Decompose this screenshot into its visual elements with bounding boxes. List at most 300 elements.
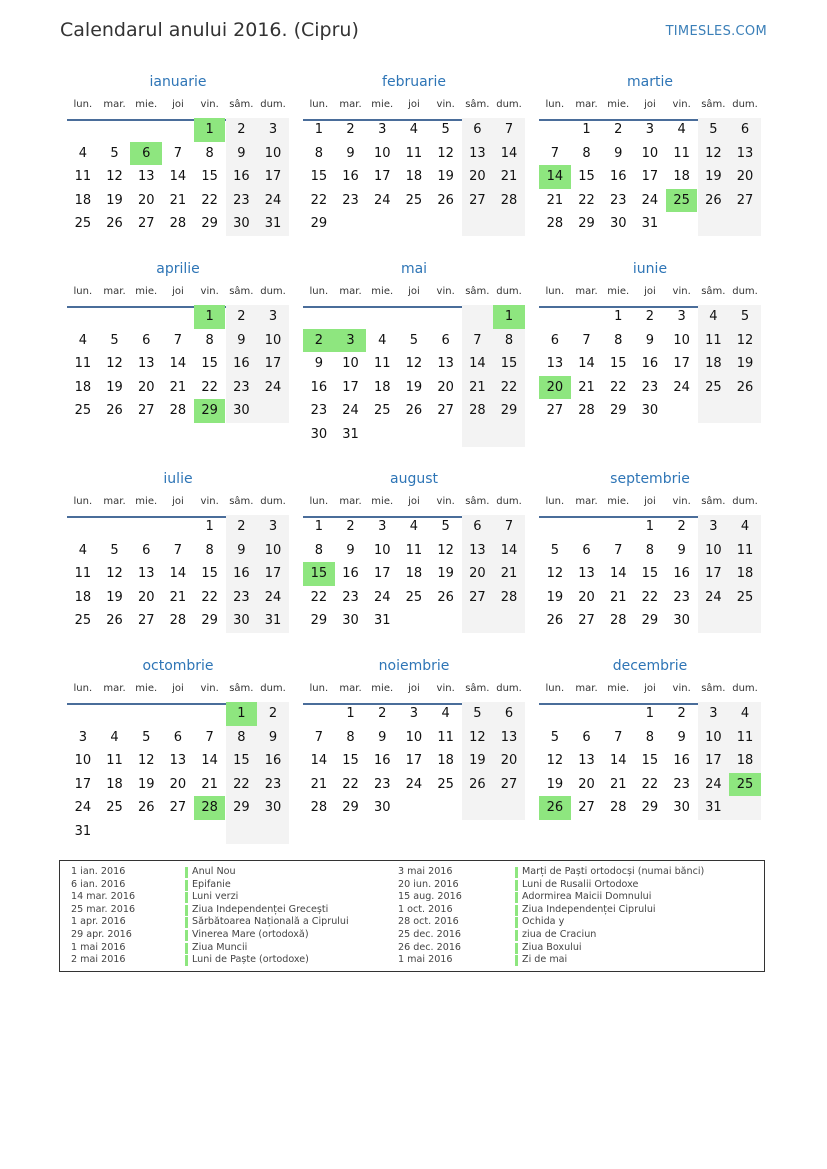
calendar-day[interactable]: 25 bbox=[74, 613, 92, 629]
calendar-day[interactable]: 7 bbox=[582, 332, 591, 348]
calendar-day[interactable]: 22 bbox=[201, 589, 218, 605]
calendar-day[interactable]: 2 bbox=[677, 519, 686, 534]
calendar-day[interactable]: 20 bbox=[137, 379, 155, 395]
calendar-day[interactable]: 21 bbox=[493, 562, 525, 586]
calendar-day[interactable]: 21 bbox=[169, 589, 187, 605]
calendar-day[interactable]: 3 bbox=[698, 702, 730, 726]
calendar-day[interactable]: 3 bbox=[409, 706, 419, 721]
holiday-day[interactable]: 1 bbox=[493, 305, 525, 329]
calendar-day[interactable]: 8 bbox=[205, 145, 214, 161]
calendar-day[interactable]: 4 bbox=[409, 519, 419, 534]
calendar-day[interactable]: 25 bbox=[74, 403, 92, 419]
calendar-day[interactable]: 4 bbox=[110, 729, 119, 745]
calendar-day[interactable]: 21 bbox=[310, 776, 328, 792]
calendar-day[interactable]: 10 bbox=[405, 729, 423, 745]
calendar-day[interactable]: 8 bbox=[645, 729, 655, 745]
calendar-day[interactable]: 26 bbox=[729, 376, 761, 400]
calendar-day[interactable]: 29 bbox=[641, 613, 659, 629]
holiday-day[interactable]: 28 bbox=[194, 796, 226, 820]
calendar-day[interactable]: 1 bbox=[314, 519, 323, 534]
calendar-day[interactable]: 18 bbox=[729, 562, 761, 586]
calendar-day[interactable]: 28 bbox=[493, 189, 525, 213]
calendar-day[interactable]: 11 bbox=[405, 542, 423, 558]
calendar-day[interactable]: 25 bbox=[698, 376, 730, 400]
calendar-day[interactable]: 5 bbox=[142, 729, 151, 745]
calendar-day[interactable]: 19 bbox=[437, 169, 454, 185]
holiday-day[interactable]: 15 bbox=[303, 562, 335, 586]
calendar-day[interactable]: 30 bbox=[226, 212, 258, 236]
calendar-day[interactable]: 28 bbox=[609, 800, 627, 816]
calendar-day[interactable]: 28 bbox=[493, 586, 525, 610]
calendar-day[interactable]: 3 bbox=[257, 515, 289, 539]
calendar-day[interactable]: 15 bbox=[641, 566, 659, 582]
calendar-day[interactable]: 24 bbox=[673, 379, 690, 395]
calendar-day[interactable]: 10 bbox=[373, 542, 391, 558]
calendar-day[interactable]: 31 bbox=[698, 796, 730, 820]
calendar-day[interactable]: 6 bbox=[462, 118, 494, 142]
calendar-day[interactable]: 24 bbox=[373, 192, 391, 208]
calendar-day[interactable]: 28 bbox=[169, 403, 187, 419]
calendar-day[interactable]: 12 bbox=[437, 145, 454, 161]
calendar-day[interactable]: 8 bbox=[226, 726, 258, 750]
calendar-day[interactable]: 7 bbox=[493, 515, 525, 539]
calendar-day[interactable]: 20 bbox=[729, 165, 761, 189]
calendar-day[interactable]: 27 bbox=[137, 613, 155, 629]
calendar-day[interactable]: 14 bbox=[609, 566, 627, 582]
calendar-day[interactable]: 8 bbox=[205, 542, 214, 558]
calendar-day[interactable]: 4 bbox=[378, 332, 387, 348]
calendar-day[interactable]: 3 bbox=[645, 122, 655, 137]
calendar-day[interactable]: 30 bbox=[641, 403, 659, 419]
calendar-day[interactable]: 9 bbox=[645, 332, 655, 348]
calendar-day[interactable]: 25 bbox=[74, 216, 92, 232]
calendar-day[interactable]: 13 bbox=[169, 753, 187, 769]
calendar-day[interactable]: 23 bbox=[673, 776, 690, 792]
calendar-day[interactable]: 18 bbox=[437, 753, 454, 769]
calendar-day[interactable]: 11 bbox=[729, 726, 761, 750]
calendar-day[interactable]: 22 bbox=[201, 192, 218, 208]
calendar-day[interactable]: 13 bbox=[437, 356, 454, 372]
calendar-day[interactable]: 17 bbox=[74, 776, 92, 792]
calendar-day[interactable]: 11 bbox=[698, 329, 730, 353]
calendar-day[interactable]: 23 bbox=[257, 773, 289, 797]
calendar-day[interactable]: 14 bbox=[310, 753, 328, 769]
calendar-day[interactable]: 6 bbox=[173, 729, 183, 745]
calendar-day[interactable]: 18 bbox=[74, 379, 92, 395]
calendar-day[interactable]: 6 bbox=[441, 332, 450, 348]
calendar-day[interactable]: 24 bbox=[698, 773, 730, 797]
calendar-day[interactable]: 21 bbox=[609, 776, 627, 792]
calendar-day[interactable]: 22 bbox=[310, 589, 328, 605]
holiday-day[interactable]: 20 bbox=[539, 376, 571, 400]
calendar-day[interactable]: 10 bbox=[641, 145, 659, 161]
calendar-day[interactable]: 20 bbox=[137, 589, 155, 605]
calendar-day[interactable]: 28 bbox=[462, 399, 494, 423]
calendar-day[interactable]: 25 bbox=[729, 586, 761, 610]
calendar-day[interactable]: 9 bbox=[346, 145, 355, 161]
calendar-day[interactable]: 16 bbox=[342, 566, 359, 582]
calendar-day[interactable]: 5 bbox=[110, 542, 119, 558]
calendar-day[interactable]: 23 bbox=[641, 379, 659, 395]
calendar-day[interactable]: 30 bbox=[673, 800, 690, 816]
calendar-day[interactable]: 17 bbox=[405, 753, 423, 769]
calendar-day[interactable]: 3 bbox=[378, 519, 387, 534]
calendar-day[interactable]: 2 bbox=[226, 305, 258, 329]
calendar-day[interactable]: 21 bbox=[462, 376, 494, 400]
calendar-day[interactable]: 1 bbox=[645, 519, 655, 534]
calendar-day[interactable]: 17 bbox=[257, 562, 289, 586]
calendar-day[interactable]: 30 bbox=[673, 613, 690, 629]
calendar-day[interactable]: 16 bbox=[226, 165, 258, 189]
calendar-day[interactable]: 27 bbox=[137, 216, 155, 232]
calendar-day[interactable]: 17 bbox=[373, 566, 391, 582]
calendar-day[interactable]: 21 bbox=[201, 776, 218, 792]
calendar-day[interactable]: 12 bbox=[106, 566, 123, 582]
calendar-day[interactable]: 6 bbox=[493, 702, 525, 726]
calendar-day[interactable]: 21 bbox=[493, 165, 525, 189]
calendar-day[interactable]: 13 bbox=[462, 539, 494, 563]
calendar-day[interactable]: 11 bbox=[74, 566, 92, 582]
calendar-day[interactable]: 12 bbox=[546, 566, 564, 582]
calendar-day[interactable]: 18 bbox=[698, 352, 730, 376]
calendar-day[interactable]: 26 bbox=[405, 403, 423, 419]
calendar-day[interactable]: 19 bbox=[698, 165, 730, 189]
calendar-day[interactable]: 4 bbox=[78, 542, 87, 558]
calendar-day[interactable]: 13 bbox=[137, 566, 155, 582]
calendar-day[interactable]: 23 bbox=[226, 189, 258, 213]
calendar-day[interactable]: 5 bbox=[110, 145, 119, 161]
calendar-day[interactable]: 12 bbox=[405, 356, 423, 372]
calendar-day[interactable]: 28 bbox=[169, 613, 187, 629]
calendar-day[interactable]: 8 bbox=[314, 542, 323, 558]
calendar-day[interactable]: 27 bbox=[729, 189, 761, 213]
calendar-day[interactable]: 16 bbox=[373, 753, 391, 769]
calendar-day[interactable]: 16 bbox=[257, 749, 289, 773]
calendar-day[interactable]: 30 bbox=[226, 609, 258, 633]
calendar-day[interactable]: 19 bbox=[729, 352, 761, 376]
calendar-day[interactable]: 22 bbox=[226, 773, 258, 797]
calendar-day[interactable]: 17 bbox=[641, 169, 659, 185]
calendar-day[interactable]: 22 bbox=[342, 776, 359, 792]
calendar-day[interactable]: 3 bbox=[257, 118, 289, 142]
calendar-day[interactable]: 29 bbox=[493, 399, 525, 423]
calendar-day[interactable]: 16 bbox=[226, 562, 258, 586]
calendar-day[interactable]: 8 bbox=[614, 332, 623, 348]
calendar-day[interactable]: 18 bbox=[405, 169, 423, 185]
calendar-day[interactable]: 14 bbox=[169, 356, 187, 372]
calendar-day[interactable]: 17 bbox=[673, 356, 690, 372]
calendar-day[interactable]: 15 bbox=[609, 356, 627, 372]
calendar-day[interactable]: 19 bbox=[546, 589, 564, 605]
holiday-day[interactable]: 25 bbox=[666, 189, 698, 213]
calendar-day[interactable]: 13 bbox=[137, 169, 155, 185]
calendar-day[interactable]: 9 bbox=[257, 726, 289, 750]
calendar-day[interactable]: 3 bbox=[257, 305, 289, 329]
calendar-day[interactable]: 14 bbox=[578, 356, 595, 372]
calendar-day[interactable]: 4 bbox=[409, 122, 419, 137]
calendar-day[interactable]: 14 bbox=[169, 169, 187, 185]
calendar-day[interactable]: 11 bbox=[106, 753, 123, 769]
calendar-day[interactable]: 14 bbox=[493, 539, 525, 563]
calendar-day[interactable]: 4 bbox=[78, 332, 87, 348]
calendar-day[interactable]: 29 bbox=[310, 613, 328, 629]
calendar-day[interactable]: 4 bbox=[78, 145, 87, 161]
calendar-day[interactable]: 1 bbox=[645, 706, 655, 721]
calendar-day[interactable]: 10 bbox=[257, 142, 289, 166]
calendar-day[interactable]: 4 bbox=[729, 515, 761, 539]
site-name[interactable]: TIMESLES.COM bbox=[665, 24, 767, 39]
calendar-day[interactable]: 14 bbox=[493, 142, 525, 166]
calendar-day[interactable]: 2 bbox=[346, 122, 355, 137]
calendar-day[interactable]: 4 bbox=[698, 305, 730, 329]
calendar-day[interactable]: 10 bbox=[373, 145, 391, 161]
calendar-day[interactable]: 20 bbox=[437, 379, 454, 395]
calendar-day[interactable]: 11 bbox=[74, 169, 92, 185]
calendar-day[interactable]: 19 bbox=[106, 192, 123, 208]
calendar-day[interactable]: 11 bbox=[405, 145, 423, 161]
calendar-day[interactable]: 12 bbox=[698, 142, 730, 166]
calendar-day[interactable]: 9 bbox=[226, 329, 258, 353]
calendar-day[interactable]: 4 bbox=[729, 702, 761, 726]
calendar-day[interactable]: 9 bbox=[226, 539, 258, 563]
calendar-day[interactable]: 20 bbox=[462, 165, 494, 189]
calendar-day[interactable]: 24 bbox=[342, 403, 359, 419]
calendar-day[interactable]: 23 bbox=[310, 403, 328, 419]
calendar-day[interactable]: 20 bbox=[462, 562, 494, 586]
holiday-day[interactable]: 2 bbox=[303, 329, 335, 353]
calendar-day[interactable]: 5 bbox=[550, 729, 559, 745]
calendar-day[interactable]: 6 bbox=[582, 729, 591, 745]
calendar-day[interactable]: 26 bbox=[137, 800, 155, 816]
calendar-day[interactable]: 6 bbox=[142, 542, 151, 558]
calendar-day[interactable]: 14 bbox=[169, 566, 187, 582]
calendar-day[interactable]: 24 bbox=[641, 192, 659, 208]
calendar-day[interactable]: 9 bbox=[614, 145, 623, 161]
calendar-day[interactable]: 6 bbox=[729, 118, 761, 142]
calendar-day[interactable]: 7 bbox=[314, 729, 323, 745]
holiday-day[interactable]: 29 bbox=[194, 399, 226, 423]
calendar-day[interactable]: 23 bbox=[373, 776, 391, 792]
holiday-day[interactable]: 1 bbox=[194, 305, 226, 329]
calendar-day[interactable]: 15 bbox=[201, 169, 218, 185]
calendar-day[interactable]: 1 bbox=[582, 122, 591, 137]
calendar-day[interactable]: 31 bbox=[257, 609, 289, 633]
calendar-day[interactable]: 14 bbox=[201, 753, 218, 769]
calendar-day[interactable]: 27 bbox=[493, 773, 525, 797]
calendar-day[interactable]: 11 bbox=[74, 356, 92, 372]
calendar-day[interactable]: 13 bbox=[462, 142, 494, 166]
calendar-day[interactable]: 5 bbox=[698, 118, 730, 142]
calendar-day[interactable]: 23 bbox=[226, 376, 258, 400]
calendar-day[interactable]: 5 bbox=[729, 305, 761, 329]
calendar-day[interactable]: 9 bbox=[378, 729, 387, 745]
calendar-day[interactable]: 2 bbox=[614, 122, 623, 137]
calendar-day[interactable]: 10 bbox=[74, 753, 92, 769]
calendar-day[interactable]: 12 bbox=[437, 542, 454, 558]
calendar-day[interactable]: 26 bbox=[106, 216, 123, 232]
calendar-day[interactable]: 31 bbox=[74, 824, 92, 839]
calendar-day[interactable]: 16 bbox=[226, 352, 258, 376]
calendar-day[interactable]: 30 bbox=[257, 796, 289, 820]
calendar-day[interactable]: 8 bbox=[314, 145, 323, 161]
calendar-day[interactable]: 15 bbox=[578, 169, 595, 185]
calendar-day[interactable]: 26 bbox=[106, 403, 123, 419]
calendar-day[interactable]: 31 bbox=[257, 212, 289, 236]
calendar-day[interactable]: 13 bbox=[729, 142, 761, 166]
calendar-day[interactable]: 27 bbox=[462, 586, 494, 610]
calendar-day[interactable]: 22 bbox=[609, 379, 627, 395]
calendar-day[interactable]: 20 bbox=[578, 776, 595, 792]
calendar-day[interactable]: 2 bbox=[257, 702, 289, 726]
calendar-day[interactable]: 8 bbox=[346, 729, 355, 745]
calendar-day[interactable]: 5 bbox=[550, 542, 559, 558]
calendar-day[interactable]: 18 bbox=[106, 776, 123, 792]
calendar-day[interactable]: 18 bbox=[373, 379, 391, 395]
calendar-day[interactable]: 10 bbox=[698, 726, 730, 750]
calendar-day[interactable]: 19 bbox=[106, 379, 123, 395]
calendar-day[interactable]: 9 bbox=[226, 142, 258, 166]
calendar-day[interactable]: 24 bbox=[373, 589, 391, 605]
holiday-day[interactable]: 1 bbox=[226, 702, 258, 726]
calendar-day[interactable]: 10 bbox=[673, 332, 690, 348]
calendar-day[interactable]: 3 bbox=[378, 122, 387, 137]
calendar-day[interactable]: 15 bbox=[493, 352, 525, 376]
calendar-day[interactable]: 10 bbox=[257, 329, 289, 353]
calendar-day[interactable]: 8 bbox=[582, 145, 591, 161]
calendar-day[interactable]: 8 bbox=[205, 332, 214, 348]
calendar-day[interactable]: 7 bbox=[173, 542, 183, 558]
calendar-day[interactable]: 24 bbox=[74, 800, 92, 816]
calendar-day[interactable]: 29 bbox=[201, 613, 218, 629]
calendar-day[interactable]: 25 bbox=[106, 800, 123, 816]
calendar-day[interactable]: 28 bbox=[169, 216, 187, 232]
calendar-day[interactable]: 5 bbox=[110, 332, 119, 348]
calendar-day[interactable]: 19 bbox=[137, 776, 155, 792]
holiday-day[interactable]: 6 bbox=[130, 142, 162, 166]
calendar-day[interactable]: 19 bbox=[405, 379, 423, 395]
calendar-day[interactable]: 29 bbox=[641, 800, 659, 816]
calendar-day[interactable]: 24 bbox=[698, 586, 730, 610]
calendar-day[interactable]: 25 bbox=[373, 403, 391, 419]
calendar-day[interactable]: 23 bbox=[226, 586, 258, 610]
calendar-day[interactable]: 13 bbox=[578, 753, 595, 769]
calendar-day[interactable]: 3 bbox=[677, 309, 686, 324]
calendar-day[interactable]: 16 bbox=[641, 356, 659, 372]
calendar-day[interactable]: 27 bbox=[169, 800, 187, 816]
calendar-day[interactable]: 4 bbox=[441, 706, 450, 721]
calendar-day[interactable]: 20 bbox=[578, 589, 595, 605]
calendar-day[interactable]: 5 bbox=[462, 702, 494, 726]
calendar-day[interactable]: 7 bbox=[173, 145, 183, 161]
calendar-day[interactable]: 5 bbox=[441, 122, 450, 137]
calendar-day[interactable]: 5 bbox=[441, 519, 450, 534]
calendar-day[interactable]: 17 bbox=[373, 169, 391, 185]
calendar-day[interactable]: 27 bbox=[437, 403, 454, 419]
calendar-day[interactable]: 26 bbox=[437, 192, 454, 208]
calendar-day[interactable]: 22 bbox=[641, 776, 659, 792]
holiday-day[interactable]: 3 bbox=[335, 329, 367, 353]
calendar-day[interactable]: 2 bbox=[346, 519, 355, 534]
holiday-day[interactable]: 26 bbox=[539, 796, 571, 820]
calendar-day[interactable]: 6 bbox=[142, 332, 151, 348]
calendar-day[interactable]: 10 bbox=[257, 539, 289, 563]
calendar-day[interactable]: 27 bbox=[578, 613, 595, 629]
calendar-day[interactable]: 17 bbox=[698, 749, 730, 773]
calendar-day[interactable]: 8 bbox=[493, 329, 525, 353]
calendar-day[interactable]: 12 bbox=[106, 356, 123, 372]
calendar-day[interactable]: 15 bbox=[641, 753, 659, 769]
calendar-day[interactable]: 1 bbox=[314, 122, 323, 137]
calendar-day[interactable]: 11 bbox=[729, 539, 761, 563]
calendar-day[interactable]: 8 bbox=[645, 542, 655, 558]
calendar-day[interactable]: 2 bbox=[645, 309, 655, 324]
calendar-day[interactable]: 1 bbox=[346, 706, 355, 721]
calendar-day[interactable]: 19 bbox=[437, 566, 454, 582]
calendar-day[interactable]: 26 bbox=[462, 773, 494, 797]
calendar-day[interactable]: 30 bbox=[310, 427, 328, 442]
calendar-day[interactable]: 16 bbox=[342, 169, 359, 185]
calendar-day[interactable]: 17 bbox=[257, 352, 289, 376]
calendar-day[interactable]: 12 bbox=[546, 753, 564, 769]
calendar-day[interactable]: 7 bbox=[614, 729, 623, 745]
calendar-day[interactable]: 9 bbox=[314, 356, 323, 372]
calendar-day[interactable]: 24 bbox=[257, 189, 289, 213]
calendar-day[interactable]: 11 bbox=[673, 145, 690, 161]
calendar-day[interactable]: 21 bbox=[609, 589, 627, 605]
calendar-day[interactable]: 25 bbox=[405, 192, 423, 208]
calendar-day[interactable]: 18 bbox=[74, 589, 92, 605]
calendar-day[interactable]: 17 bbox=[342, 379, 359, 395]
holiday-day[interactable]: 25 bbox=[729, 773, 761, 797]
calendar-day[interactable]: 11 bbox=[373, 356, 391, 372]
calendar-day[interactable]: 14 bbox=[462, 352, 494, 376]
calendar-day[interactable]: 6 bbox=[582, 542, 591, 558]
calendar-day[interactable]: 15 bbox=[201, 356, 218, 372]
calendar-day[interactable]: 7 bbox=[173, 332, 183, 348]
calendar-day[interactable]: 23 bbox=[609, 192, 627, 208]
calendar-day[interactable]: 30 bbox=[226, 399, 258, 423]
calendar-day[interactable]: 9 bbox=[677, 542, 686, 558]
calendar-day[interactable]: 25 bbox=[405, 589, 423, 605]
calendar-day[interactable]: 13 bbox=[546, 356, 564, 372]
calendar-day[interactable]: 24 bbox=[405, 776, 423, 792]
calendar-day[interactable]: 3 bbox=[78, 729, 87, 745]
calendar-day[interactable]: 13 bbox=[578, 566, 595, 582]
holiday-day[interactable]: 1 bbox=[194, 118, 226, 142]
calendar-day[interactable]: 21 bbox=[546, 192, 564, 208]
calendar-day[interactable]: 18 bbox=[673, 169, 690, 185]
calendar-day[interactable]: 7 bbox=[614, 542, 623, 558]
calendar-day[interactable]: 24 bbox=[257, 376, 289, 400]
calendar-day[interactable]: 29 bbox=[226, 796, 258, 820]
calendar-day[interactable]: 2 bbox=[677, 706, 686, 721]
calendar-day[interactable]: 4 bbox=[677, 122, 686, 137]
calendar-day[interactable]: 1 bbox=[614, 309, 623, 324]
calendar-day[interactable]: 7 bbox=[550, 145, 559, 161]
calendar-day[interactable]: 29 bbox=[578, 216, 595, 232]
calendar-day[interactable]: 20 bbox=[493, 749, 525, 773]
calendar-day[interactable]: 2 bbox=[226, 515, 258, 539]
calendar-day[interactable]: 26 bbox=[106, 613, 123, 629]
calendar-day[interactable]: 31 bbox=[373, 613, 391, 629]
calendar-day[interactable]: 15 bbox=[201, 566, 218, 582]
calendar-day[interactable]: 27 bbox=[137, 403, 155, 419]
calendar-day[interactable]: 18 bbox=[729, 749, 761, 773]
calendar-day[interactable]: 19 bbox=[546, 776, 564, 792]
calendar-day[interactable]: 19 bbox=[462, 749, 494, 773]
calendar-day[interactable]: 21 bbox=[578, 379, 595, 395]
calendar-day[interactable]: 12 bbox=[729, 329, 761, 353]
